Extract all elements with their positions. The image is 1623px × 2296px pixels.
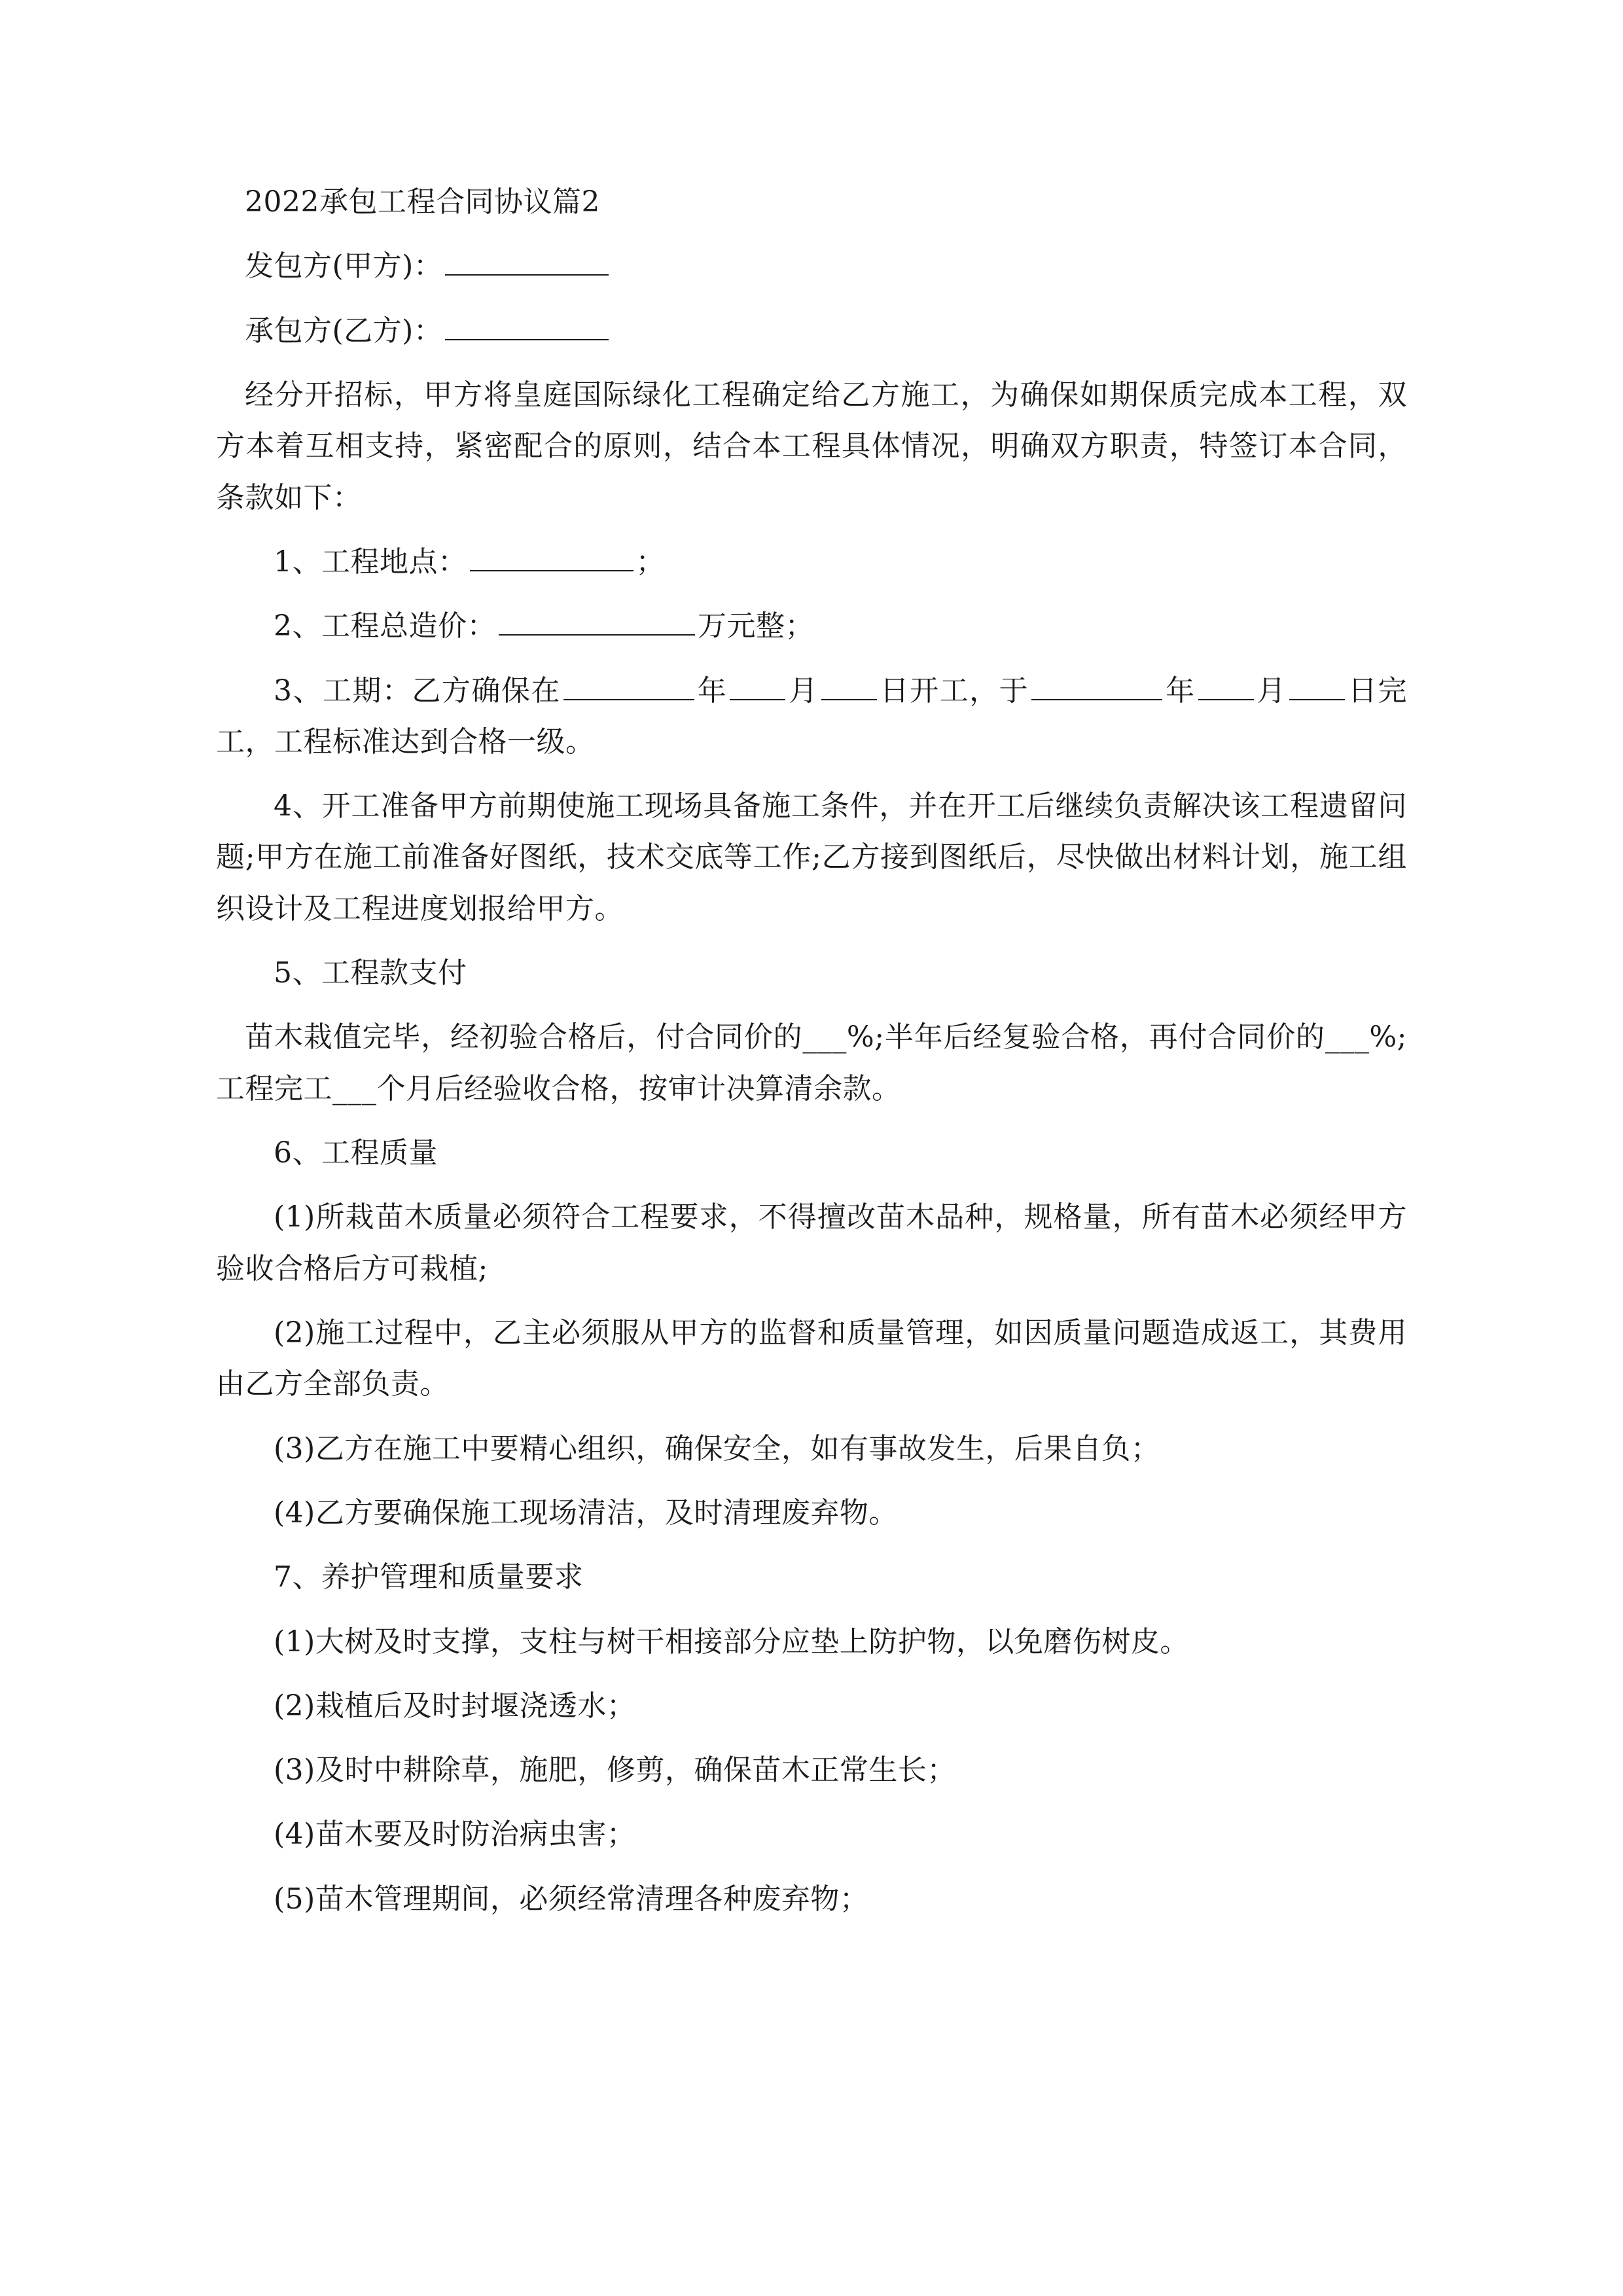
document-title: 2022承包工程合同协议篇2 — [245, 185, 600, 219]
clause-3-blank-day-start[interactable] — [821, 672, 877, 700]
party-b-blank[interactable] — [445, 312, 609, 340]
party-a-blank[interactable] — [445, 247, 609, 276]
clause-7-item: (5)苗木管理期间，必须经常清理各种废弃物； — [274, 1882, 869, 1916]
clause-3-year: 年 — [696, 673, 728, 708]
clause-6-item: (3)乙方在施工中要精心组织，确保安全，如有事故发生，后果自负； — [274, 1431, 1160, 1465]
clause-5-body: 苗木栽值完毕，经初验合格后，付合同价的___%;半年后经复验合格，再付合同价的___%;工程完工___个月后经验收合格，按审计决算清余款。 — [216, 1020, 1407, 1105]
clause-1 — [216, 537, 1407, 588]
clause-7-item: (3)及时中耕除草，施肥，修剪，确保苗木正常生长； — [274, 1753, 956, 1787]
clause-7-item: (4)苗木要及时防治病虫害； — [274, 1818, 636, 1852]
clause-3-blank-day-end[interactable] — [1289, 672, 1345, 700]
document-body — [216, 177, 1407, 1925]
clause-3-blank-year-end[interactable] — [1031, 672, 1162, 700]
party-b-label: 承包方(乙方)： — [245, 314, 443, 348]
clause-4: 4、开工准备甲方前期使施工现场具备施工条件，并在开工后继续负责解决该工程遗留问题;甲方在施工前准备好图纸，技术交底等工作;乙方接到图纸后，尽快做出材料计划，施工组织设计及工程进度划报给甲方。 — [216, 789, 1407, 925]
clause-1-label: 1、工程地点： — [274, 545, 467, 579]
clause-7-item: (2)栽植后及时封堰浇透水； — [274, 1689, 636, 1723]
clause-3 — [216, 666, 1407, 768]
clause-6-item: (4)乙方要确保施工现场清洁，及时清理废弃物。 — [274, 1496, 898, 1530]
clause-2 — [216, 601, 1407, 652]
clause-3-start: 日开工，于 — [879, 673, 1029, 708]
clause-3-blank-year-start[interactable] — [563, 672, 694, 700]
clause-3-end: 日完工，工程标准达到合格一级。 — [216, 673, 1408, 759]
intro-paragraph: 经分开招标，甲方将皇庭国际绿化工程确定给乙方施工，为确保如期保质完成本工程，双方本着互相支持，紧密配合的原则，结合本工程具体情况，明确双方职责，特签订本合同，条款如下： — [216, 378, 1407, 514]
clause-6-title: 6、工程质量 — [274, 1136, 438, 1170]
party-b-line — [216, 306, 1407, 357]
clause-3-blank-month-start[interactable] — [730, 672, 785, 700]
clause-1-suffix: ； — [635, 545, 665, 579]
clause-2-blank[interactable] — [499, 607, 695, 636]
clause-3-blank-month-end[interactable] — [1198, 672, 1254, 700]
clause-1-blank[interactable] — [470, 543, 633, 571]
clause-2-suffix: 万元整； — [698, 609, 814, 643]
clause-7-title: 7、养护管理和质量要求 — [274, 1560, 584, 1594]
clause-7-item: (1)大树及时支撑，支柱与树干相接部分应垫上防护物，以免磨伤树皮。 — [274, 1624, 1189, 1659]
clause-3-year-end: 年 — [1165, 673, 1196, 708]
clause-5-title: 5、工程款支付 — [274, 956, 467, 990]
clause-3-label: 3、工期：乙方确保在 — [274, 673, 561, 708]
party-a-line — [216, 241, 1407, 292]
clause-2-label: 2、工程总造价： — [274, 609, 496, 643]
party-a-label: 发包方(甲方)： — [245, 249, 443, 283]
clause-3-month: 月 — [788, 673, 819, 708]
clause-6-item: (1)所栽苗木质量必须符合工程要求，不得擅改苗木品种，规格量，所有苗木必须经甲方验收合格后方可栽植; — [216, 1200, 1407, 1285]
clause-6-item: (2)施工过程中，乙主必须服从甲方的监督和质量管理，如因质量问题造成返工，其费用由乙方全部负责。 — [216, 1316, 1407, 1401]
clause-3-month-end: 月 — [1256, 673, 1287, 708]
